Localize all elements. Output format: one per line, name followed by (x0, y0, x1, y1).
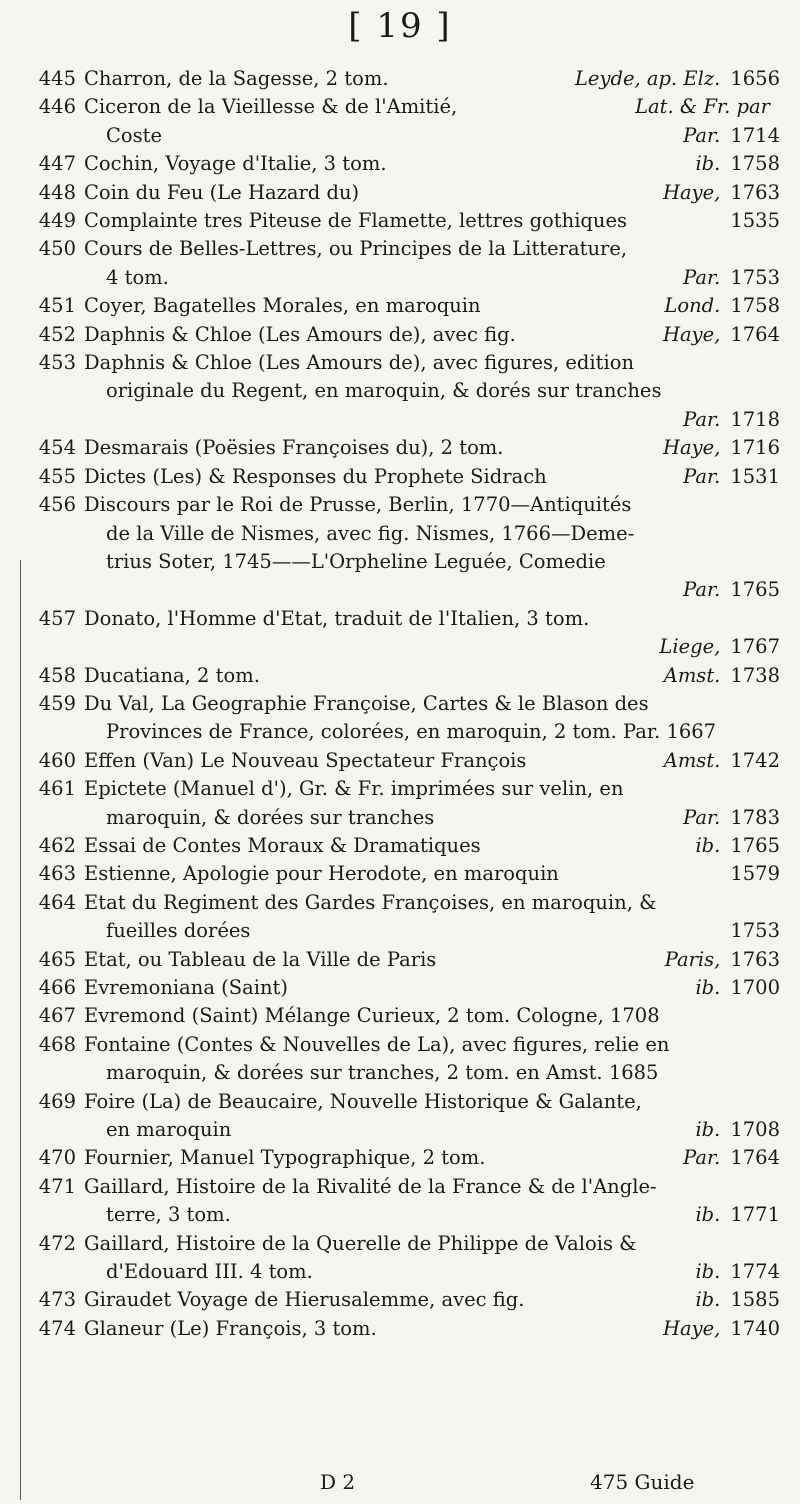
entry-year: 1579 (730, 862, 780, 886)
entry-title: Evremoniana (Saint) (84, 976, 288, 999)
entry-title: maroquin, & dorées sur tranches, 2 tom. en Amst. 1685 (106, 1061, 659, 1085)
entry-title: en maroquin (106, 1118, 232, 1142)
entry-year: 1585 (730, 1288, 780, 1312)
entry-title: Discours par le Roi de Prusse, Berlin, 1770—Antiquités (84, 493, 632, 517)
entry-line (84, 1286, 780, 1314)
entry-year: 1765 (730, 578, 780, 602)
entry-title: d'Edouard III. 4 tom. (106, 1260, 313, 1284)
entry-title: Donato, l'Homme d'Etat, traduit de l'Italien, 3 tom. (84, 606, 590, 630)
entry-number: 447 (38, 152, 76, 176)
catalogue-entry (30, 747, 780, 775)
entry-place: Haye, (662, 322, 721, 346)
entry-number: 456 (38, 493, 76, 517)
entry-year: 1535 (730, 209, 780, 233)
entry-title: Giraudet Voyage de Hierusalemme, avec fig. (84, 1288, 525, 1312)
entry-place: Par. (683, 407, 721, 431)
entry-title: Epictete (Manuel d'), Gr. & Fr. imprimées sur velin, en (84, 777, 624, 801)
entry-place: Paris, (664, 947, 721, 971)
catalogue-entry (30, 832, 780, 860)
entry-number: 446 (38, 95, 76, 119)
entry-number: 452 (38, 322, 76, 346)
entry-title: Coste (106, 123, 163, 147)
entry-number: 472 (38, 1231, 76, 1255)
entry-title: terre, 3 tom. (106, 1203, 231, 1227)
entry-line (84, 1116, 780, 1144)
entry-title: Gaillard, Histoire de la Querelle de Philippe de Valois & (84, 1231, 637, 1255)
entry-year: 1764 (730, 322, 780, 346)
entry-title: Ducatiana, 2 tom. (84, 663, 260, 687)
entry-year: 1700 (730, 976, 780, 999)
entry-number: 461 (38, 777, 76, 801)
entry-year: 1758 (730, 294, 780, 318)
entry-year: 1714 (730, 123, 780, 147)
entry-number: 457 (38, 606, 76, 630)
entry-line (84, 349, 780, 377)
entry-title: Etat du Regiment des Gardes Françoises, en maroquin, & (84, 890, 657, 914)
entry-place: ib. (695, 1203, 721, 1227)
entry-title: Provinces de France, colorées, en maroquin, 2 tom. Par. 1667 (106, 720, 717, 744)
catalogue-entry (30, 1230, 780, 1287)
catalogue-entry (30, 93, 780, 150)
entry-year: 1718 (730, 407, 780, 431)
entry-line (84, 1088, 780, 1116)
entry-number: 458 (38, 663, 76, 687)
entry-year: 1753 (730, 919, 780, 943)
entry-year: 1531 (730, 464, 780, 488)
catalogue-entries (30, 65, 780, 1343)
entry-line (84, 860, 780, 888)
entry-number: 464 (38, 890, 76, 914)
catalogue-entry (30, 1031, 780, 1088)
catalogue-entry (30, 434, 780, 462)
entry-year: 1753 (730, 265, 780, 289)
entry-number: 474 (38, 1316, 76, 1340)
entry-title: Coin du Feu (Le Hazard du) (84, 180, 360, 204)
entry-line (84, 1315, 780, 1343)
entry-year: 1764 (730, 1146, 780, 1170)
entry-year: 1763 (730, 947, 780, 971)
entry-number: 470 (38, 1146, 76, 1170)
entry-line (84, 179, 780, 207)
entry-year: 1742 (730, 748, 780, 772)
entry-line (84, 605, 780, 633)
catalogue-entry (30, 775, 780, 832)
catalogue-entry (30, 946, 780, 974)
entry-line (84, 775, 780, 803)
entry-place: Par. (683, 1146, 721, 1170)
entry-line (84, 1002, 780, 1030)
catalogue-entry (30, 491, 780, 605)
entry-place: ib. (695, 1260, 721, 1284)
entry-line (84, 889, 780, 917)
entry-line (84, 377, 780, 405)
catalogue-entry (30, 974, 780, 1002)
entry-number: 459 (38, 691, 76, 715)
entry-title: Desmarais (Poësies Françoises du), 2 tom. (84, 436, 504, 460)
entry-place: Par. (683, 123, 721, 147)
entry-line (84, 690, 780, 718)
entry-place: Par. (683, 805, 721, 829)
entry-line (84, 122, 780, 150)
entry-line (84, 718, 780, 746)
catalogue-entry (30, 860, 780, 888)
entry-title: Daphnis & Chloe (Les Amours de), avec figures, edition (84, 351, 635, 375)
entry-number: 445 (38, 67, 76, 90)
entry-year: 1758 (730, 152, 780, 176)
catalogue-entry (30, 321, 780, 349)
entry-number: 451 (38, 294, 76, 318)
entry-number: 463 (38, 862, 76, 886)
entry-place: ib. (695, 152, 721, 176)
entry-number: 468 (38, 1032, 76, 1056)
catalogue-entry (30, 65, 780, 93)
entry-line (84, 1144, 780, 1172)
entry-place: Lat. & Fr. par (635, 95, 770, 119)
entry-title: Evremond (Saint) Mélange Curieux, 2 tom. Cologne, 1708 (84, 1004, 660, 1028)
entry-line (84, 406, 780, 434)
catalogue-entry (30, 150, 780, 178)
entry-number: 465 (38, 947, 76, 971)
catalogue-entry (30, 690, 780, 747)
entry-number: 454 (38, 436, 76, 460)
entry-place: Amst. (663, 663, 721, 687)
entry-title: Complainte tres Piteuse de Flamette, lettres gothiques (84, 209, 628, 233)
catalogue-entry (30, 1088, 780, 1145)
catalogue-entry (30, 207, 780, 235)
entry-number: 448 (38, 180, 76, 204)
entry-title: Charron, de la Sagesse, 2 tom. (84, 67, 389, 90)
entry-place: Amst. (663, 748, 721, 772)
entry-place: Par. (683, 578, 721, 602)
catalogue-entry (30, 1144, 780, 1172)
entry-line (84, 1230, 780, 1258)
signature-mark: D 2 (320, 1470, 356, 1494)
entry-title: Cochin, Voyage d'Italie, 3 tom. (84, 152, 387, 176)
entry-place: ib. (695, 833, 721, 857)
entry-title: Effen (Van) Le Nouveau Spectateur François (84, 748, 527, 772)
entry-line (84, 576, 780, 604)
entry-title: Estienne, Apologie pour Herodote, en maroquin (84, 862, 559, 886)
entry-year: 1767 (730, 635, 780, 659)
entry-number: 466 (38, 976, 76, 999)
catalogue-entry (30, 463, 780, 491)
catalogue-entry (30, 605, 780, 662)
entry-year: 1738 (730, 663, 780, 687)
entry-title: maroquin, & dorées sur tranches (106, 805, 435, 829)
entry-title: Fontaine (Contes & Nouvelles de La), avec figures, relie en (84, 1032, 670, 1056)
entry-title: Foire (La) de Beaucaire, Nouvelle Historique & Galante, (84, 1089, 642, 1113)
entry-number: 469 (38, 1089, 76, 1113)
entry-line (84, 292, 780, 320)
entry-title: Cours de Belles-Lettres, ou Principes de la Litterature, (84, 237, 628, 261)
entry-line (84, 491, 780, 519)
entry-number: 473 (38, 1288, 76, 1312)
entry-number: 453 (38, 351, 76, 375)
entry-place: Lond. (664, 294, 721, 318)
entry-title: Fournier, Manuel Typographique, 2 tom. (84, 1146, 486, 1170)
entry-place: Liege, (659, 635, 721, 659)
entry-line (84, 917, 780, 945)
entry-title: Coyer, Bagatelles Morales, en maroquin (84, 294, 481, 318)
page-fold-shadow (20, 560, 21, 1500)
entry-number: 471 (38, 1174, 76, 1198)
catalogue-entry (30, 1002, 780, 1030)
entry-title: Daphnis & Chloe (Les Amours de), avec fig. (84, 322, 516, 346)
entry-place: Haye, (662, 180, 721, 204)
entry-line (84, 434, 780, 462)
entry-line (84, 1059, 780, 1087)
entry-place: Par. (683, 265, 721, 289)
catalogue-entry (30, 349, 780, 434)
entry-line (84, 264, 780, 292)
entry-number: 462 (38, 833, 76, 857)
entry-line (84, 520, 780, 548)
entry-line (84, 548, 780, 576)
entry-line (84, 804, 780, 832)
entry-line (84, 747, 780, 775)
entry-line (84, 207, 780, 235)
entry-line (84, 93, 780, 121)
entry-year: 1771 (730, 1203, 780, 1227)
entry-title: de la Ville de Nismes, avec fig. Nismes, 1766—Deme- (106, 521, 635, 545)
entry-year: 1763 (730, 180, 780, 204)
entry-place: Haye, (662, 1316, 721, 1340)
entry-title: Essai de Contes Moraux & Dramatiques (84, 833, 481, 857)
entry-place: Par. (683, 464, 721, 488)
entry-title: 4 tom. (106, 265, 169, 289)
entry-number: 460 (38, 748, 76, 772)
entry-line (84, 633, 780, 661)
entry-place: Haye, (662, 436, 721, 460)
catalogue-entry (30, 235, 780, 292)
entry-line (84, 463, 780, 491)
entry-place: ib. (695, 1118, 721, 1142)
entry-line (84, 321, 780, 349)
catalogue-entry (30, 662, 780, 690)
catalogue-entry (30, 1315, 780, 1343)
entry-number: 467 (38, 1004, 76, 1028)
entry-title: Glaneur (Le) François, 3 tom. (84, 1316, 377, 1340)
entry-line (84, 662, 780, 690)
entry-line (84, 832, 780, 860)
entry-year: 1708 (730, 1118, 780, 1142)
entry-year: 1783 (730, 805, 780, 829)
entry-year: 1774 (730, 1260, 780, 1284)
entry-title: Gaillard, Histoire de la Rivalité de la France & de l'Angle- (84, 1174, 657, 1198)
entry-title: fueilles dorées (106, 919, 251, 943)
entry-line (84, 1031, 780, 1059)
entry-number: 449 (38, 209, 76, 233)
entry-place: ib. (695, 976, 721, 999)
entry-number: 455 (38, 464, 76, 488)
catalogue-entry (30, 1173, 780, 1230)
catchword: 475 Guide (590, 1470, 695, 1494)
entry-year: 1656 (730, 67, 780, 90)
entry-place: Leyde, ap. Elz. (574, 67, 721, 90)
entry-line (84, 1201, 780, 1229)
entry-line (84, 150, 780, 178)
entry-year: 1716 (730, 436, 780, 460)
entry-title: Etat, ou Tableau de la Ville de Paris (84, 947, 437, 971)
entry-year: 1765 (730, 833, 780, 857)
catalogue-entry (30, 889, 780, 946)
entry-line (84, 235, 780, 263)
catalogue-entry (30, 292, 780, 320)
entry-title: Dictes (Les) & Responses du Prophete Sidrach (84, 464, 547, 488)
entry-title: Ciceron de la Vieillesse & de l'Amitié, (84, 95, 458, 119)
entry-line (84, 974, 780, 1002)
entry-line (84, 65, 780, 93)
catalogue-entry (30, 1286, 780, 1314)
entry-title: Du Val, La Geographie Françoise, Cartes & le Blason des (84, 691, 649, 715)
entry-title: trius Soter, 1745——L'Orpheline Leguée, Comedie (106, 549, 606, 573)
page-number: [ 19 ] (348, 6, 452, 46)
entry-line (84, 946, 780, 974)
entry-line (84, 1173, 780, 1201)
entry-place: ib. (695, 1288, 721, 1312)
entry-title: originale du Regent, en maroquin, & dorés sur tranches (106, 379, 662, 403)
entry-line (84, 1258, 780, 1286)
entry-year: 1740 (730, 1316, 780, 1340)
catalogue-entry (30, 179, 780, 207)
entry-number: 450 (38, 237, 76, 261)
